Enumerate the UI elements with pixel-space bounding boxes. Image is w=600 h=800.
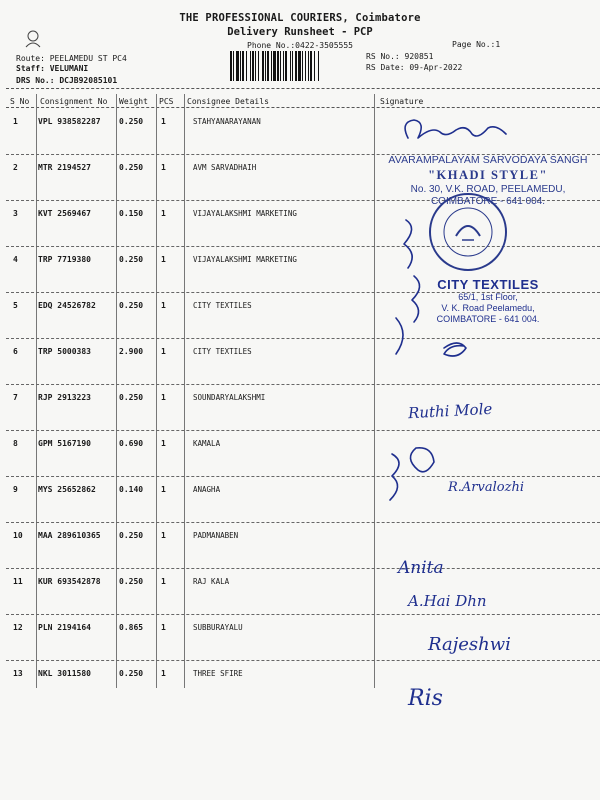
signature-row5: [396, 318, 403, 354]
header-divider-top: [6, 88, 600, 89]
row-consignment: MYS 25652862: [38, 485, 96, 494]
row-consignee: VIJAYALAKSHMI MARKETING: [193, 255, 297, 264]
signature-row10: Anita: [398, 558, 444, 578]
barcode-bar: [280, 51, 281, 81]
row-pcs: 1: [161, 623, 166, 632]
col-signature-header: Signature: [380, 97, 424, 106]
signature-row13: Ris: [408, 686, 443, 711]
row-consignment: VPL 938582287: [38, 117, 101, 126]
row-weight: 0.140: [119, 485, 144, 494]
row-weight: 2.900: [119, 347, 144, 356]
row-weight: 0.250: [119, 301, 144, 310]
row-pcs: 1: [161, 117, 166, 126]
barcode-bar: [277, 51, 279, 81]
barcode-bar: [242, 51, 244, 81]
row-sno: 4: [13, 255, 18, 264]
barcode-bar: [285, 51, 287, 81]
rs-date: RS Date: 09-Apr-2022: [366, 63, 463, 72]
row-pcs: 1: [161, 485, 166, 494]
barcode-bar: [290, 51, 291, 81]
row-consignee: SOUNDARYALAKSHMI: [193, 393, 266, 402]
row-pcs: 1: [161, 301, 166, 310]
signature-row12: Rajeshwi: [428, 634, 511, 655]
row-weight: 0.250: [119, 577, 144, 586]
stamp-line: "KHADI STYLE": [428, 168, 548, 182]
runsheet-title: Delivery Runsheet - PCP: [227, 26, 373, 38]
row-weight: 0.150: [119, 209, 144, 218]
row-weight: 0.250: [119, 117, 144, 126]
signature-row1: [405, 120, 506, 138]
row-consignment: TRP 7719380: [38, 255, 91, 264]
row-consignee: CITY TEXTILES: [193, 347, 252, 356]
row-consignee: VIJAYALAKSHMI MARKETING: [193, 209, 297, 218]
row-consignee: PADMANABEN: [193, 531, 239, 540]
row-consignee: RAJ KALA: [193, 577, 230, 586]
stamp-line: V. K. Road Peelamedu,: [441, 303, 535, 313]
row-consignment: EDQ 24526782: [38, 301, 96, 310]
row-sno: 7: [13, 393, 18, 402]
stamp-line: 65/1, 1st Floor,: [458, 292, 518, 302]
row-consignee: THREE SFIRE: [193, 669, 243, 678]
stamp-title: CITY TEXTILES: [437, 277, 539, 292]
row-weight: 0.250: [119, 163, 144, 172]
col-sno-header: S No: [10, 97, 30, 106]
row-pcs: 1: [161, 669, 166, 678]
barcode-bar: [236, 51, 239, 81]
page-number: Page No.:1: [452, 40, 501, 49]
drs-number: DRS No.: DCJB92085101: [16, 76, 118, 85]
barcode-bar: [292, 51, 293, 81]
barcode-bar: [246, 51, 247, 81]
row-weight: 0.250: [119, 393, 144, 402]
stamp-line: AVARAMPALAYAM SARVODAYA SANGH: [388, 154, 588, 166]
barcode-bar: [273, 51, 276, 81]
row-pcs: 1: [161, 439, 166, 448]
row-sno: 3: [13, 209, 18, 218]
barcode-bar: [305, 51, 306, 81]
row-consignee: KAMALA: [193, 439, 221, 448]
signature-row6: [444, 343, 466, 356]
phone-number: Phone No.:0422-3505555: [247, 41, 353, 50]
barcode-bar: [252, 51, 254, 81]
row-sno: 13: [13, 669, 23, 678]
barcode-bar: [283, 51, 284, 81]
signature-row9: R.Arvalozhi: [448, 480, 524, 495]
signature-row11: A.Hai Dhn: [408, 592, 487, 610]
row-pcs: 1: [161, 577, 166, 586]
row-weight: 0.250: [119, 531, 144, 540]
row-consignment: RJP 2913223: [38, 393, 91, 402]
row-sno: 9: [13, 485, 18, 494]
signature-row8-loop: [410, 448, 434, 472]
row-sno: 10: [13, 531, 23, 540]
stamp-line: COIMBATORE - 641 004.: [430, 196, 546, 207]
row-consignment: PLN 2194164: [38, 623, 91, 632]
row-consignment: MTR 2194527: [38, 163, 91, 172]
company-name: THE PROFESSIONAL COURIERS, Coimbatore: [179, 12, 421, 24]
row-pcs: 1: [161, 393, 166, 402]
barcode-bar: [295, 51, 297, 81]
row-consignee: AVM SARVADHAIH: [193, 163, 257, 172]
staff-label: Staff: VELUMANI: [16, 64, 89, 73]
barcode-bar: [265, 51, 266, 81]
row-consignment: TRP 5000383: [38, 347, 91, 356]
row-pcs: 1: [161, 209, 166, 218]
barcode-bar: [271, 51, 272, 81]
row-consignee: CITY TEXTILES: [193, 301, 252, 310]
col-weight-header: Weight: [119, 97, 148, 106]
row-pcs: 1: [161, 163, 166, 172]
row-sno: 1: [13, 117, 18, 126]
row-sno: 6: [13, 347, 18, 356]
barcode-bar: [318, 51, 319, 81]
row-consignment: MAA 289610365: [38, 531, 101, 540]
barcode-bar: [255, 51, 256, 81]
row-weight: 0.865: [119, 623, 144, 632]
row-consignment: NKL 3011580: [38, 669, 91, 678]
route-label: Route: PEELAMEDU ST PC4: [16, 54, 127, 63]
row-sno: 8: [13, 439, 18, 448]
row-weight: 0.250: [119, 255, 144, 264]
barcode-bar: [298, 51, 301, 81]
row-pcs: 1: [161, 255, 166, 264]
stamp-line: COIMBATORE - 641 004.: [436, 314, 540, 324]
row-consignee: STAHYANARAYANAN: [193, 117, 261, 126]
barcode-bar: [267, 51, 269, 81]
barcode: [230, 51, 358, 81]
barcode-bar: [230, 51, 232, 81]
row-consignee: ANAGHA: [193, 485, 221, 494]
signature-row3: [404, 220, 412, 268]
barcode-bar: [258, 51, 259, 81]
barcode-bar: [262, 51, 264, 81]
row-sno: 2: [13, 163, 18, 172]
barcode-bar: [302, 51, 303, 81]
row-pcs: 1: [161, 347, 166, 356]
row-sno: 5: [13, 301, 18, 310]
signature-row4: [412, 276, 420, 322]
row-pcs: 1: [161, 531, 166, 540]
col-consignee-header: Consignee Details: [187, 97, 269, 106]
barcode-bar: [250, 51, 251, 81]
row-weight: 0.250: [119, 669, 144, 678]
barcode-bar: [308, 51, 309, 81]
signature-row7: Ruthi Mole: [407, 399, 493, 423]
row-consignment: GPM 5167190: [38, 439, 91, 448]
barcode-bar: [240, 51, 241, 81]
row-sno: 12: [13, 623, 23, 632]
row-weight: 0.690: [119, 439, 144, 448]
row-sno: 11: [13, 577, 23, 586]
col-pcs-header: PCS: [159, 97, 174, 106]
rs-number: RS No.: 920851: [366, 52, 434, 61]
stamp-line: No. 30, V.K. ROAD, PEELAMEDU,: [410, 184, 566, 195]
barcode-bar: [233, 51, 234, 81]
row-consignment: KUR 693542878: [38, 577, 101, 586]
barcode-bar: [314, 51, 315, 81]
row-consignee: SUBBURAYALU: [193, 623, 243, 632]
signature-row8: [390, 454, 399, 500]
barcode-bar: [310, 51, 312, 81]
row-consignment: KVT 2569467: [38, 209, 91, 218]
col-consignment-header: Consignment No: [40, 97, 108, 106]
